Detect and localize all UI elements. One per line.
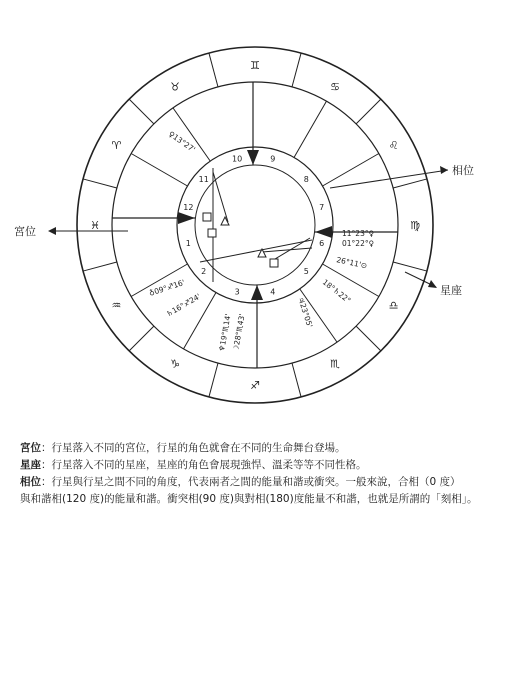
zodiac-divider xyxy=(83,179,117,188)
planet-note: ♀13°27' xyxy=(166,129,197,155)
aspect-line xyxy=(213,172,228,222)
planet-note: ♄16°♐24' xyxy=(164,291,203,319)
planet-note: 01°22°♀ xyxy=(342,239,375,248)
zodiac-glyph: ♎ xyxy=(388,299,399,312)
caption-term: 相位 xyxy=(20,476,41,488)
zodiac-glyph: ♊ xyxy=(250,59,260,72)
caption-term: 星座 xyxy=(20,459,41,471)
zodiac-glyph: ♌ xyxy=(388,139,399,152)
zodiac-glyph: ♐ xyxy=(250,379,260,392)
house-number: 8 xyxy=(303,174,309,184)
zodiac-divider xyxy=(393,262,427,271)
caption-line-sign xyxy=(20,457,500,474)
aspect-square-symbol xyxy=(203,213,211,221)
house-ring xyxy=(177,147,333,303)
house-number: 12 xyxy=(183,203,194,213)
zodiac-divider xyxy=(209,53,218,87)
house-label: 宮位 xyxy=(14,225,36,238)
aspect-line xyxy=(270,238,310,262)
planet-note: ♃23°05' xyxy=(296,295,315,329)
ic-arrowhead xyxy=(251,285,263,300)
caption-line-house xyxy=(20,440,500,457)
caption-body: ：行星落入不同的宮位，行星的角色就會在不同的生命舞台登場。 xyxy=(41,442,346,454)
desc-arrowhead xyxy=(315,226,332,238)
zodiac-ring xyxy=(112,82,398,368)
planet-note: ♁09°♐16' xyxy=(147,277,186,298)
house-number: 7 xyxy=(319,203,325,213)
zodiac-divider xyxy=(292,363,301,397)
zodiac-glyph: ♍ xyxy=(410,219,420,232)
zodiac-glyph: ♑ xyxy=(170,357,180,371)
aspect-square-symbol xyxy=(270,259,278,267)
zodiac-glyph: ♏ xyxy=(330,357,340,371)
caption-body: ：行星落入不同的星座，星座的角色會展現強悍、溫柔等等不同性格。 xyxy=(41,459,367,471)
caption-line-aspect xyxy=(20,474,500,491)
zodiac-divider xyxy=(356,99,381,124)
house-number: 1 xyxy=(185,238,191,248)
sign-label: 星座 xyxy=(440,284,462,297)
zodiac-divider xyxy=(356,326,381,351)
caption-term: 宮位 xyxy=(20,442,41,454)
house-number: 2 xyxy=(201,267,207,277)
planet-note: 18°♄22° xyxy=(320,277,353,306)
house-numbers xyxy=(183,154,324,296)
house-number: 11 xyxy=(198,174,209,184)
house-number: 9 xyxy=(270,154,276,164)
zodiac-glyph: ♈ xyxy=(111,139,122,152)
zodiac-dividers xyxy=(83,53,427,397)
sign-pointer-arrowhead xyxy=(428,280,437,288)
house-pointer-arrowhead xyxy=(48,227,56,235)
planet-note: 26°11'⊙ xyxy=(335,255,368,271)
zodiac-glyph: ♋ xyxy=(330,80,340,94)
zodiac-divider xyxy=(393,179,427,188)
planet-note: ♆19°♏14' xyxy=(217,313,233,353)
house-cusp xyxy=(294,101,327,157)
zodiac-divider xyxy=(129,326,154,351)
house-number: 3 xyxy=(234,287,240,297)
zodiac-divider xyxy=(129,99,154,124)
aspect-line xyxy=(200,240,312,262)
caption-body: ：行星與行星之間不同的角度，代表兩者之間的能量和諧或衝突。一般來說，合相（0 度） xyxy=(41,476,461,488)
zodiac-divider xyxy=(209,363,218,397)
zodiac-glyph: ♒ xyxy=(111,299,122,312)
planet-note: ☽28°♏43' xyxy=(231,313,247,353)
house-number: 4 xyxy=(270,287,276,297)
caption-line-aspect-cont: 與和諧相(120 度)的能量和諧。衝突相(90 度)與對相(180)度能量不和諧，也就是所謂的「刻相」。 xyxy=(20,493,478,505)
house-number: 10 xyxy=(232,154,243,164)
zodiac-glyph: ♓ xyxy=(90,219,100,232)
aspect-pointer-line xyxy=(330,170,448,188)
house-cusp xyxy=(131,154,187,187)
asc-arrowhead xyxy=(178,212,195,224)
zodiac-divider xyxy=(83,262,117,271)
planet-note: 11°23°♀ xyxy=(342,229,375,238)
house-number: 6 xyxy=(319,238,325,248)
house-cusp xyxy=(323,154,379,187)
caption-block xyxy=(20,440,500,508)
aspect-square-symbol xyxy=(208,229,216,237)
house-number: 5 xyxy=(303,267,309,277)
mc-arrowhead xyxy=(247,150,259,165)
zodiac-divider xyxy=(292,53,301,87)
zodiac-glyph: ♉ xyxy=(170,80,180,94)
aspect-pointer-arrowhead xyxy=(440,166,448,174)
aspect-label: 相位 xyxy=(452,164,474,177)
